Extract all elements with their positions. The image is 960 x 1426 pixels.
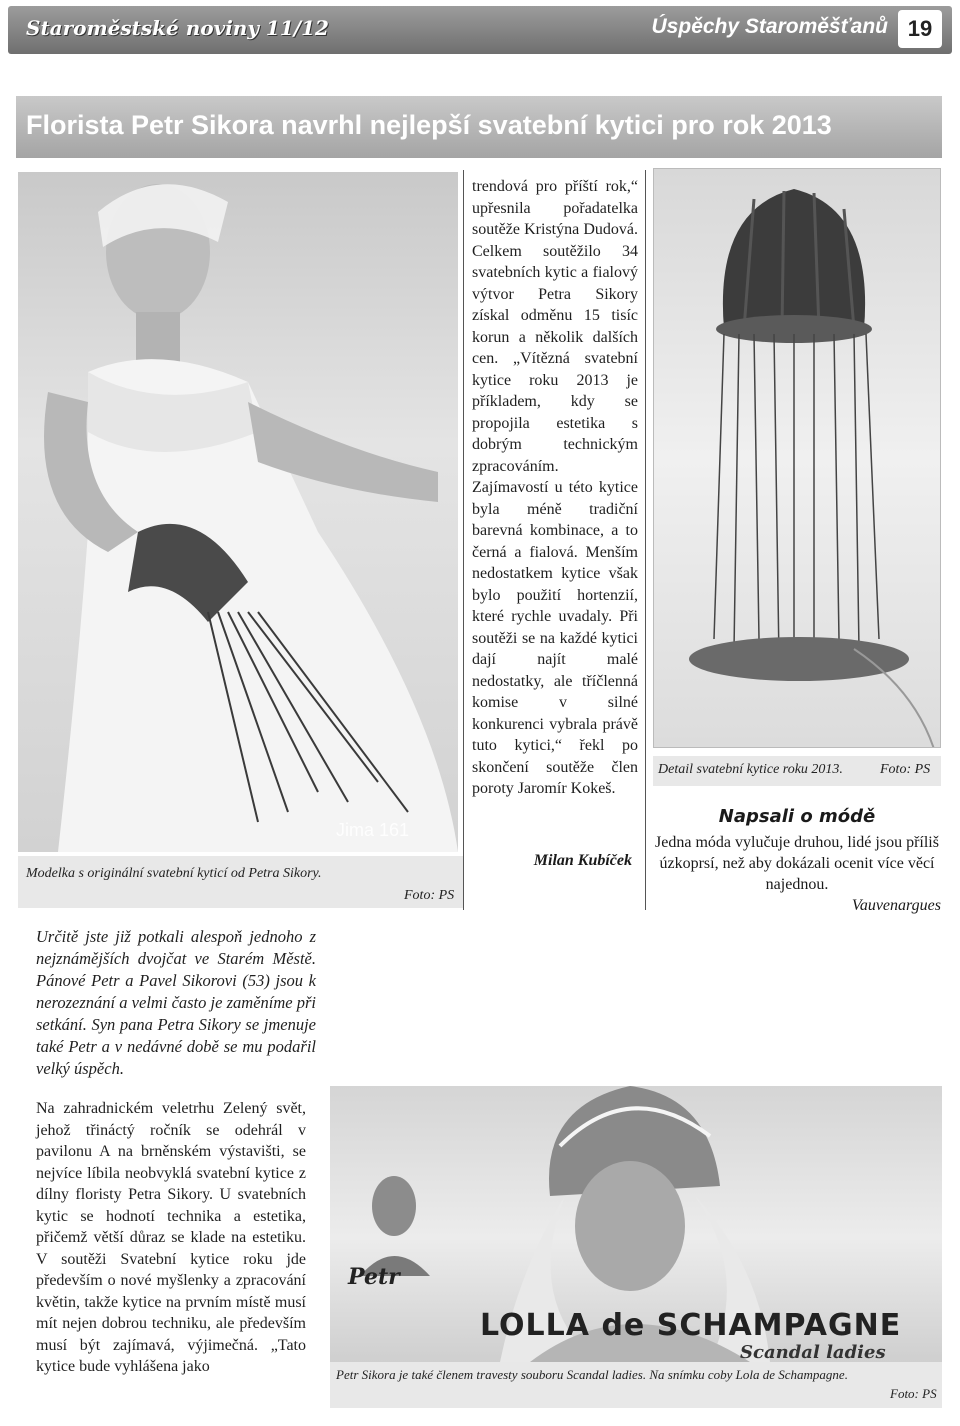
bouquet-photo bbox=[653, 168, 941, 748]
sidebar-quote-author: Vauvenargues bbox=[851, 897, 941, 914]
section-title: Úspěchy Staroměšťanů bbox=[651, 15, 888, 38]
article-headline: Florista Petr Sikora navrhl nejlepší svatební kytici pro rok 2013 bbox=[26, 110, 832, 140]
model-photo bbox=[18, 172, 458, 852]
bouquet-photo-credit: Foto: PS bbox=[880, 762, 931, 777]
newspaper-name: Staroměstské noviny 11/12 bbox=[26, 16, 329, 40]
photo-watermark: Jima 161 bbox=[336, 820, 410, 840]
article-column-left: Na zahradnickém veletrhu Zelený svět, jehož třináctý ročník se odehrál v pavilonu A na brněnském výstavišti, se nejvíce líbila neobvyklá svatební kytice z dílny floristy Petra Sikory. U svatebních kytic se hodnotí technika a estetika, přičemž větší důraz se klade na estetiku. V soutěži Svatební kytice roku jde především o nové myšlenky a zpracování květin, takže kytice na prvním místě musí mít nejen dobrou techniku, ale především musí být zajímavá, výjimečná. „Tato kytice bude vyhlášena jako bbox=[36, 1100, 306, 1375]
column-divider bbox=[463, 170, 464, 910]
lolla-photo-credit: Foto: PS bbox=[890, 1386, 937, 1401]
poster-signature: Petr bbox=[348, 1264, 400, 1290]
lolla-photo bbox=[330, 1086, 942, 1362]
model-caption-box bbox=[18, 856, 464, 908]
model-photo-drawing bbox=[18, 172, 458, 852]
article-column-right: trendová pro příští rok,“ upřesnila pořadatelka soutěže Kristýna Dudová. Celkem soutěžilo 34 svatebních kytic a fialový výtvor Petra Sikory získal odměnu 15 tisíc korun a několik dalších cen. „Vítězná svatební kytice roku 2013 je příkladem, kdy se propojila estetika s dobrým technickým zpracováním. Zajímavostí u této kytice byla méně tradiční barevná kombinace, a to černá a fialová. Menším nedostatkem kytice však bylo použití hortenzií, které rychle uvadaly. Při soutěži se na každé kytici dají najít malé nedostatky, ale tříčlenná komise v silné konkurenci vybrala právě tuto kytici,“ řekl po skončení soutěže člen poroty Jaromír Kokeš. bbox=[472, 178, 638, 797]
model-photo-caption: Modelka s originální svatební kyticí od Petra Sikory. bbox=[26, 866, 322, 881]
model-photo-credit: Foto: PS bbox=[404, 888, 455, 903]
sidebar-quote-title: Napsali o módě bbox=[718, 806, 876, 827]
poster-subtitle: Scandal ladies bbox=[740, 1342, 886, 1362]
poster-title: LOLLA de SCHAMPAGNE bbox=[480, 1308, 902, 1343]
sidebar-quote-text: Jedna móda vylučuje druhou, lidé jsou příliš úzkoprsí, než aby dokázali ocenit více věcí najednou. bbox=[655, 834, 939, 893]
bouquet-photo-caption: Detail svatební kytice roku 2013. bbox=[658, 762, 843, 777]
page-number: 19 bbox=[898, 10, 942, 48]
column-divider bbox=[645, 170, 646, 910]
article-author: Milan Kubíček bbox=[533, 852, 632, 869]
lolla-photo-caption: Petr Sikora je také členem travesty souboru Scandal ladies. Na snímku coby Lola de Schampagne. bbox=[336, 1367, 848, 1382]
article-lead: Určitě jste již potkali alespoň jednoho z nejznámějších dvojčat ve Starém Městě. Pánové Petr a Pavel Sikorovi (53) jsou k nerozeznání a velmi často je zaměníme při setkání. Syn pana Petra Sikory se jmenuje také Petr a v nedávné době se mu podařil velký úspěch. bbox=[36, 927, 316, 1078]
bouquet-photo-drawing bbox=[654, 169, 941, 748]
